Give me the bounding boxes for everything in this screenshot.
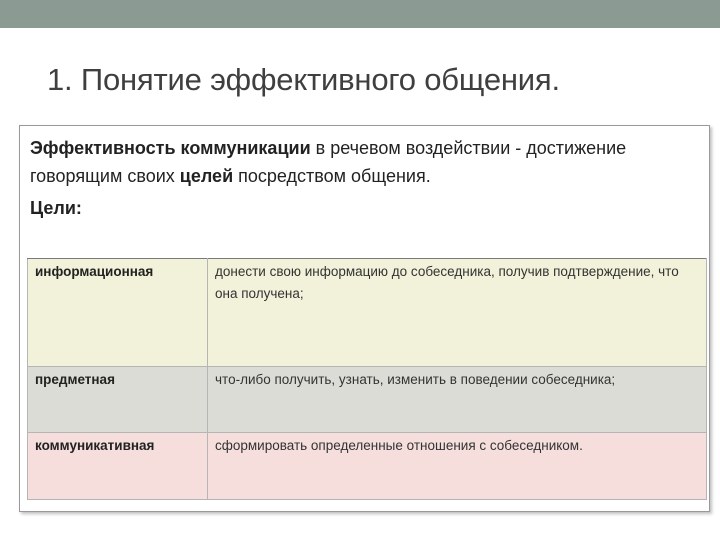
goal-description: донести свою информацию до собеседника, получив подтверждение, что она получена; <box>208 259 707 367</box>
goal-description: что-либо получить, узнать, изменить в поведении собеседника; <box>208 367 707 433</box>
slide-title: 1. Понятие эффективного общения. <box>47 62 560 97</box>
intro-goals-word: целей <box>179 166 234 186</box>
top-decorative-band <box>0 0 720 28</box>
goals-label: Цели: <box>30 198 82 218</box>
goal-name: коммуникативная <box>28 433 208 500</box>
table-row <box>28 259 707 367</box>
goal-name: информационная <box>28 259 208 367</box>
goals-table <box>27 258 707 500</box>
table-row <box>28 433 707 500</box>
goal-description: сформировать определенные отношения с собеседником. <box>208 433 707 500</box>
intro-term: Эффективность коммуникации <box>30 138 311 158</box>
content-box <box>19 125 710 512</box>
intro-text-2: посредством общения. <box>233 166 431 186</box>
table-row <box>28 367 707 433</box>
intro-text-1: в речевом воздействии - достижение говорящим своих <box>30 138 627 186</box>
intro-paragraph <box>30 134 700 190</box>
goal-name: предметная <box>28 367 208 433</box>
